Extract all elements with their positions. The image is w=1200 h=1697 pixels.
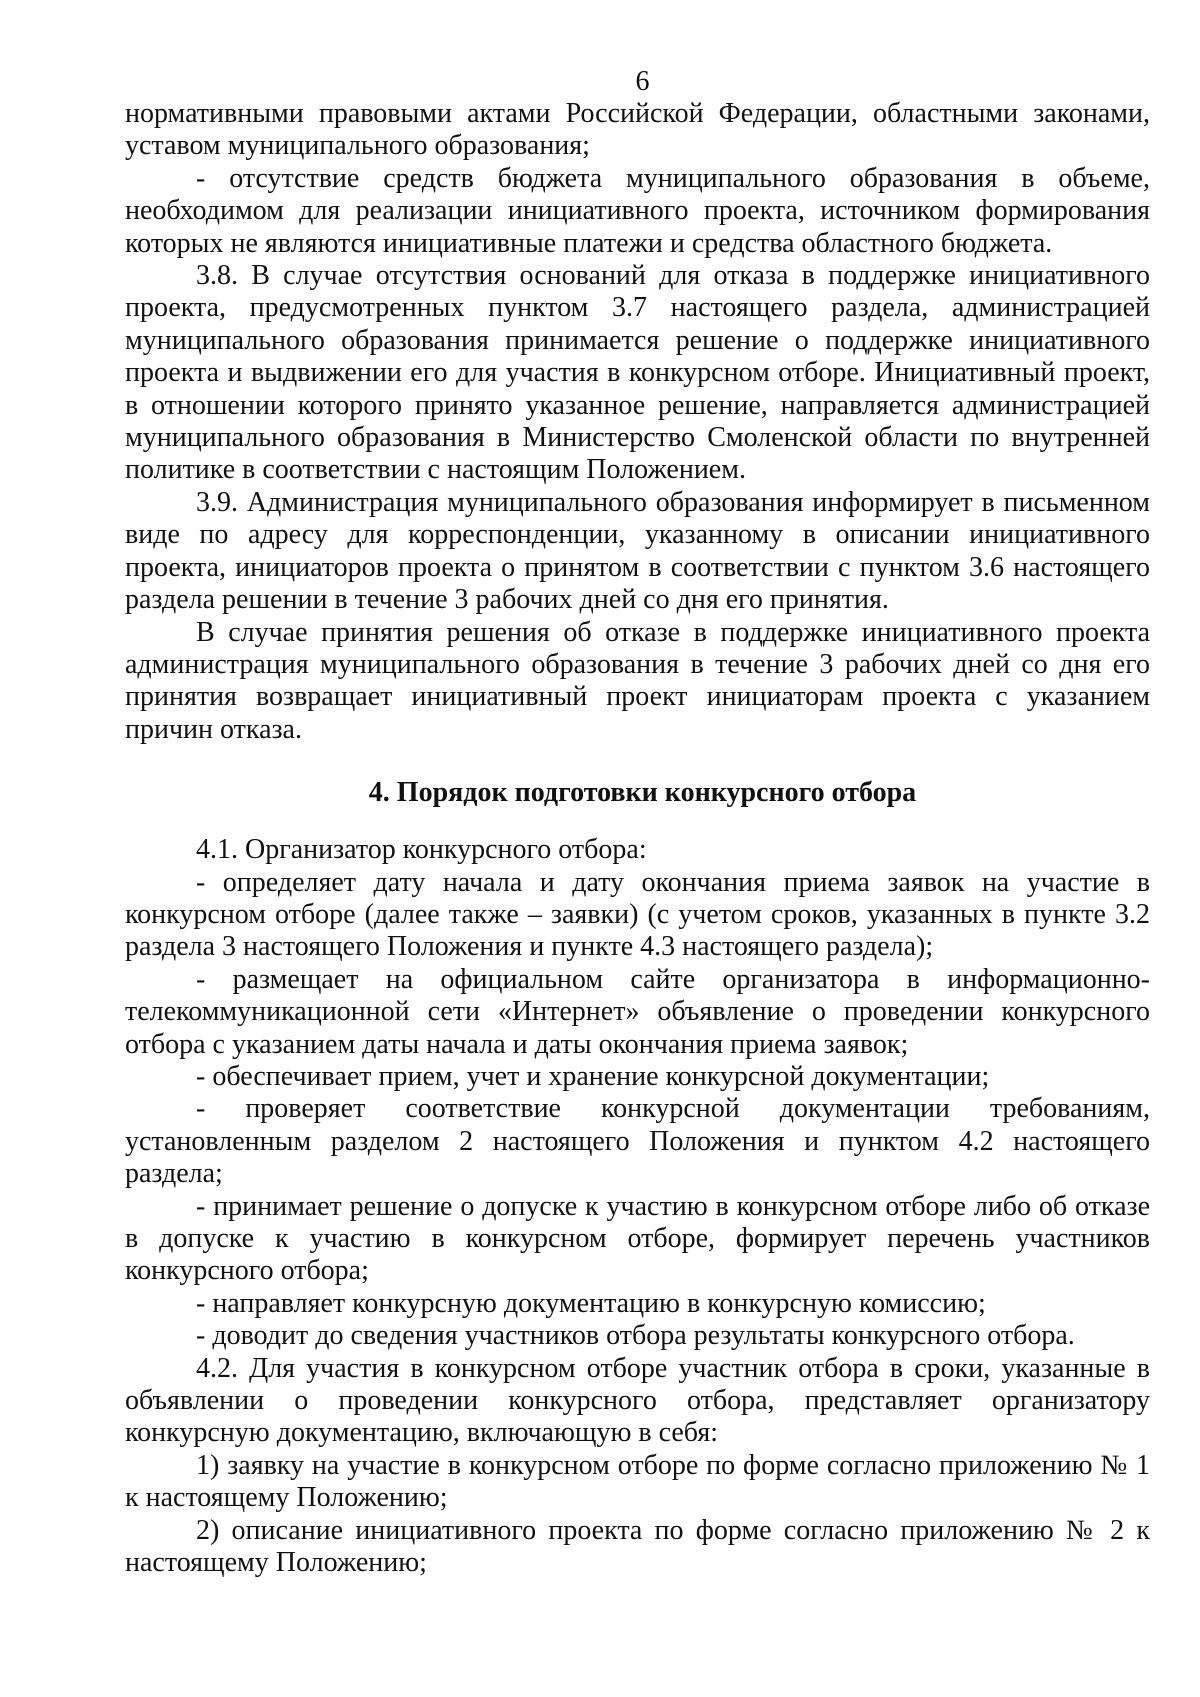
paragraph-3-8: 3.8. В случае отсутствия оснований для отказа в поддержке инициативного проекта, предусмотренных пунктом 3.7 настоящего раздела, администрацией муниципального образования принимается решение о поддержке инициативного проекта и выдвижении его для участия в конкурсном отборе. Инициативный проект, в отношении которого принято указанное решение, направляется администрацией муниципального образования в Министерство Смоленской области по внутренней политике в соответствии с настоящим Положением. [125, 260, 1150, 486]
list-item-dates: - определяет дату начала и дату окончания приема заявок на участие в конкурсном отборе (далее также – заявки) (с учетом сроков, указанных в пункте 3.2 раздела 3 настоящего Положения и пункте 4.3 настоящего раздела); [125, 866, 1150, 963]
section-heading: 4. Порядок подготовки конкурсного отбора [368, 777, 917, 809]
list-item-admission: - принимает решение о допуске к участию в конкурсном отборе либо об отказе в допуске к участию в конкурсном отборе, формирует перечень участников конкурсного отбора; [125, 1190, 1150, 1287]
paragraph-4-1: 4.1. Организатор конкурсного отбора: [196, 834, 647, 866]
numbered-item-2: 2) описание инициативного проекта по форме согласно приложению № 2 к настоящему Положению; [125, 1514, 1150, 1579]
paragraph-3-9: 3.9. Администрация муниципального образования информирует в письменном виде по адресу для корреспонденции, указанному в описании инициативного проекта, инициаторов проекта о принятом в соответствии с пунктом 3.6 настоящего раздела решении в течение 3 рабочих дней со дня его принятия. [125, 486, 1150, 616]
page-number: 6 [635, 66, 650, 97]
list-item-verify: - проверяет соответствие конкурсной документации требованиям, установленным разделом 2 настоящего Положения и пунктом 4.2 настоящего раздела; [125, 1093, 1150, 1190]
list-item-results: - доводит до сведения участников отбора результаты конкурсного отбора. [196, 1320, 1075, 1352]
numbered-item-1: 1) заявку на участие в конкурсном отборе по форме согласно приложению № 1 к настоящему Положению; [125, 1449, 1150, 1514]
paragraph-continuation: нормативными правовыми актами Российской Федерации, областными законами, уставом муниципального образования; [125, 98, 1150, 162]
paragraph-budget-absence: - отсутствие средств бюджета муниципального образования в объеме, необходимом для реализации инициативного проекта, источником формирования которых не являются инициативные платежи и средства областного бюджета. [125, 162, 1150, 259]
list-item-forward: - направляет конкурсную документацию в конкурсную комиссию; [196, 1287, 986, 1319]
list-item-publish: - размещает на официальном сайте организатора в информационно-телекоммуникационной сети «Интернет» объявление о проведении конкурсного отбора с указанием даты начала и даты окончания приема заявок; [125, 963, 1150, 1060]
list-item-storage: - обеспечивает прием, учет и хранение конкурсной документации; [196, 1060, 990, 1092]
paragraph-refusal: В случае принятия решения об отказе в поддержке инициативного проекта администрация муниципального образования в течение 3 рабочих дней со дня его принятия возвращает инициативный проект инициаторам проекта с указанием причин отказа. [125, 616, 1150, 745]
paragraph-4-2: 4.2. Для участия в конкурсном отборе участник отбора в сроки, указанные в объявлении о проведении конкурсного отбора, представляет организатору конкурсную документацию, включающую в себя: [125, 1352, 1150, 1449]
